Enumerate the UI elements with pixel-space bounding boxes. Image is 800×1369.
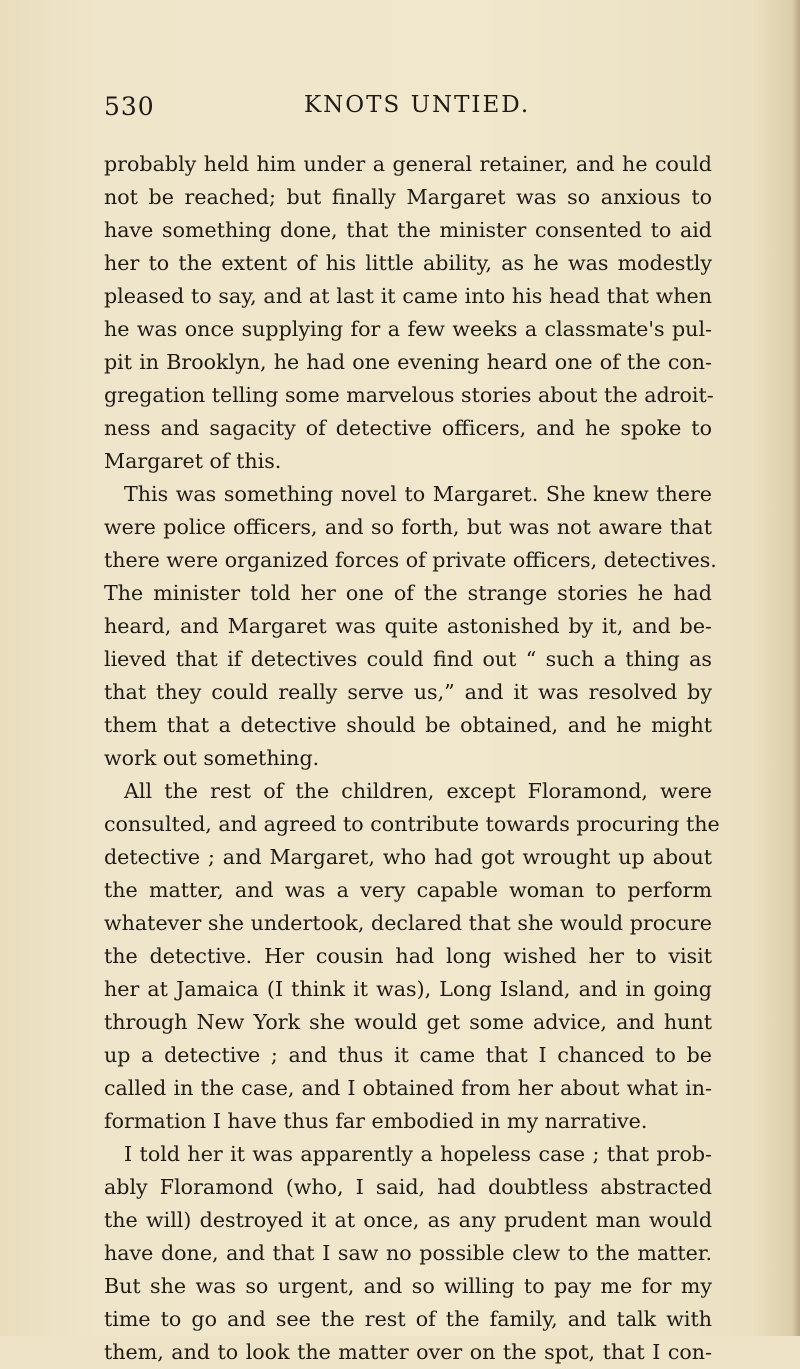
text-line: whatever she undertook, declared that she would procure <box>104 911 712 935</box>
text-line: up a detective ; and thus it came that I chanced to be <box>104 1043 712 1067</box>
text-line: But she was so urgent, and so willing to pay me for my <box>104 1274 712 1298</box>
text-line: This was something novel to Margaret. She knew there <box>124 482 712 506</box>
text-line: he was once supplying for a few weeks a classmate's pul- <box>104 317 712 341</box>
text-line: lieved that if detectives could find out “ such a thing as <box>104 647 712 671</box>
text-line: heard, and Margaret was quite astonished by it, and be- <box>104 614 712 638</box>
text-line: consulted, and agreed to contribute towards procuring the <box>104 812 720 836</box>
running-title: KNOTS UNTIED. <box>304 92 531 118</box>
text-line: time to go and see the rest of the family, and talk with <box>104 1307 712 1331</box>
text-line: there were organized forces of private officers, detectives. <box>104 548 717 572</box>
text-line: probably held him under a general retainer, and he could <box>104 152 712 176</box>
text-line: Margaret of this. <box>104 449 282 473</box>
text-line: were police officers, and so forth, but was not aware that <box>104 515 712 539</box>
text-line: I told her it was apparently a hopeless case ; that prob- <box>124 1142 712 1166</box>
text-line: pleased to say, and at last it came into his head that when <box>104 284 712 308</box>
text-line: All the rest of the children, except Floramond, were <box>124 779 712 803</box>
text-line: work out something. <box>104 746 320 770</box>
text-line: have done, and that I saw no possible clew to the matter. <box>104 1241 712 1265</box>
text-line: ably Floramond (who, I said, had doubtless abstracted <box>104 1175 712 1199</box>
text-line: have something done, that the minister consented to aid <box>104 218 712 242</box>
running-header <box>104 92 704 126</box>
text-line: them that a detective should be obtained, and he might <box>104 713 712 737</box>
text-line: that they could really serve us,” and it was resolved by <box>104 680 712 704</box>
text-line: the detective. Her cousin had long wished her to visit <box>104 944 712 968</box>
text-line: through New York she would get some advice, and hunt <box>104 1010 712 1034</box>
text-line: her at Jamaica (I think it was), Long Island, and in going <box>104 977 712 1001</box>
text-line: called in the case, and I obtained from her about what in- <box>104 1076 712 1100</box>
page-edge-shadow <box>792 0 800 1336</box>
text-line: formation I have thus far embodied in my narrative. <box>104 1109 648 1133</box>
text-line: pit in Brooklyn, he had one evening heard one of the con- <box>104 350 712 374</box>
text-line: the will) destroyed it at once, as any prudent man would <box>104 1208 712 1232</box>
text-line: them, and to look the matter over on the spot, that I con- <box>104 1340 712 1364</box>
text-line: not be reached; but finally Margaret was so anxious to <box>104 185 712 209</box>
text-line: gregation telling some marvelous stories about the adroit- <box>104 383 714 407</box>
body-text <box>104 148 720 1369</box>
text-line: her to the extent of his little ability, as he was modestly <box>104 251 712 275</box>
text-line: ness and sagacity of detective officers, and he spoke to <box>104 416 712 440</box>
text-line: the matter, and was a very capable woman to perform <box>104 878 712 902</box>
text-line: detective ; and Margaret, who had got wrought up about <box>104 845 712 869</box>
text-line: The minister told her one of the strange stories he had <box>104 581 712 605</box>
page-number: 530 <box>104 92 155 121</box>
